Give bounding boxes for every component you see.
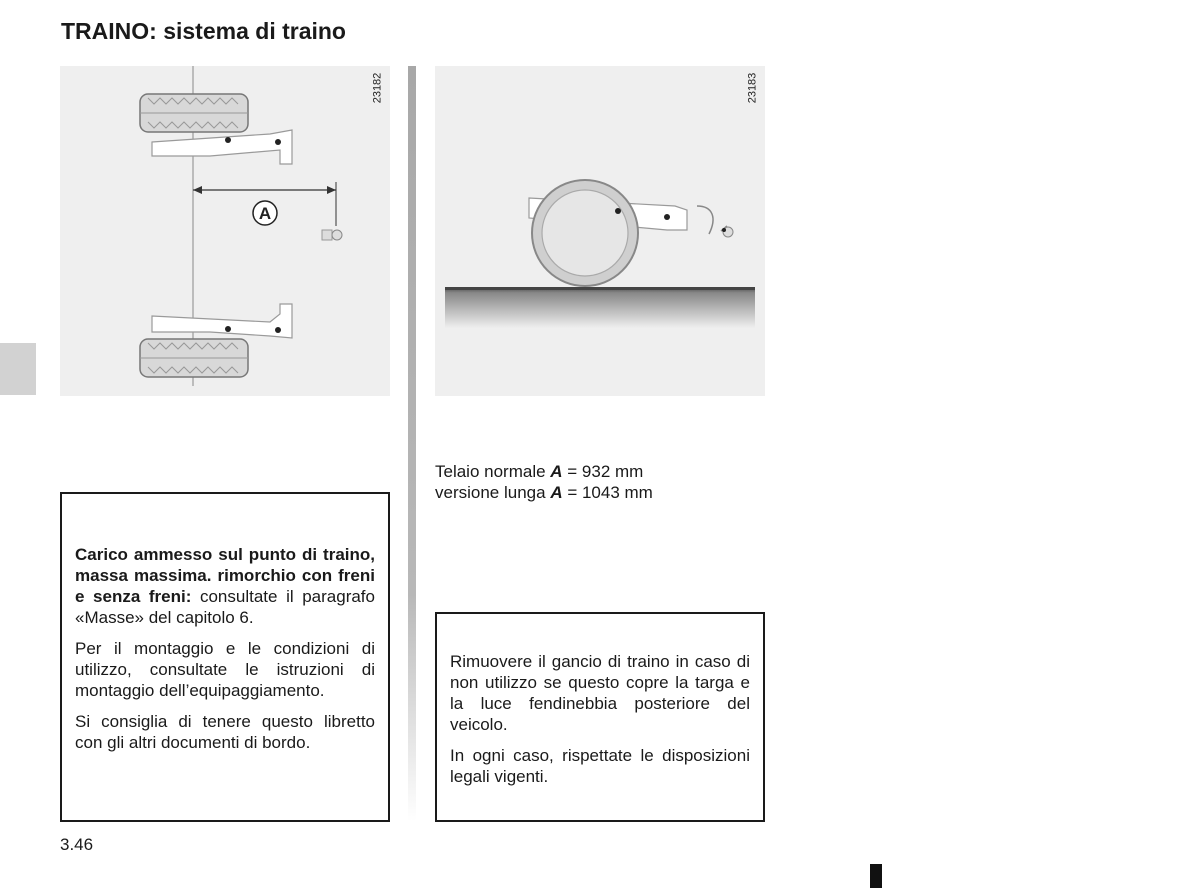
page-title: TRAINO: sistema di traino — [61, 18, 346, 44]
keep-booklet-paragraph: Si consiglia di tenere questo libretto con gli altri documenti di bordo. — [75, 712, 375, 752]
legal-paragraph: In ogni caso, rispettate le disposizioni legali vigenti. — [450, 746, 750, 786]
bottom-tyre — [140, 339, 248, 377]
tow-bar-top-view-diagram — [60, 66, 390, 396]
remove-hook-box — [435, 612, 765, 822]
caption-value: = 1043 mm — [562, 483, 653, 502]
page-number: 3.46 — [60, 835, 94, 854]
tow-bar-side-view-figure — [435, 66, 765, 396]
load-info-box — [60, 492, 390, 822]
dimension-label-a: A — [258, 204, 272, 223]
caption-line-normal — [435, 461, 653, 482]
top-tyre — [140, 94, 248, 132]
load-info-paragraph — [75, 544, 375, 628]
dimension-caption — [435, 461, 653, 503]
caption-letter: A — [550, 483, 563, 502]
page-edge-marker — [870, 864, 882, 888]
caption-value: = 932 mm — [562, 462, 644, 481]
column-divider — [408, 66, 416, 821]
caption-text: versione lunga — [435, 483, 551, 502]
caption-letter: A — [550, 462, 563, 481]
rear-tyre — [532, 180, 638, 286]
tow-bar-top-view-figure — [60, 66, 390, 396]
section-tab — [0, 343, 36, 395]
load-info-rest: consultate il paragrafo «Masse» del capitolo 6. — [75, 587, 375, 627]
remove-hook-paragraph: Rimuovere il gancio di traino in caso di non utilizzo se questo copre la targa e la luce fendinebbia posteriore del veicolo. — [450, 652, 750, 734]
caption-text: Telaio normale — [435, 462, 551, 481]
figure-number: 23183 — [746, 72, 759, 104]
caption-line-long — [435, 482, 653, 503]
figure-number: 23182 — [371, 72, 384, 104]
tow-bar-side-view-diagram — [435, 66, 765, 396]
mounting-paragraph: Per il montaggio e le condizioni di utilizzo, consultate le istruzioni di montaggio dell’equipaggiamento. — [75, 639, 375, 700]
load-info-bold: Carico ammesso sul punto di traino, massa massima. rimorchio con freni e senza freni: — [75, 545, 375, 606]
